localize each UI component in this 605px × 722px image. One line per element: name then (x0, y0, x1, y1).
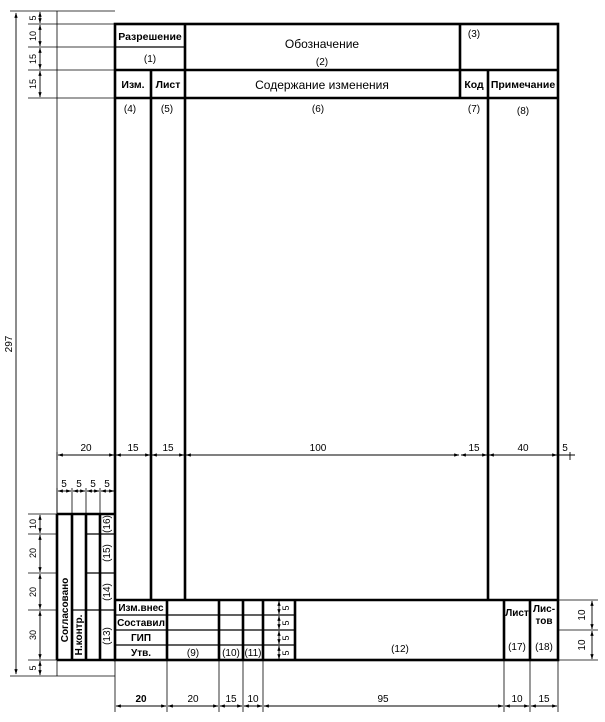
col-width-dim-4: 15 (468, 443, 480, 454)
side-col-dim-3: 5 (104, 479, 110, 490)
norm-control-label: Н.контр. (74, 614, 85, 656)
col-width-dim-0: 20 (80, 443, 92, 454)
stamp-row-dim-3: 5 (281, 650, 291, 656)
gip-label: ГИП (130, 633, 152, 644)
agreed-label: Согласовано (60, 577, 71, 643)
bottom-width-dim-4: 95 (377, 694, 389, 705)
field-4: (4) (123, 104, 137, 115)
col-width-dim-6: 5 (562, 443, 568, 454)
stamp-row-dim-2: 5 (281, 635, 291, 641)
col-width-dim-5: 40 (517, 443, 529, 454)
field-1: (1) (143, 54, 157, 65)
bottom-width-dim-1: 20 (187, 694, 199, 705)
note-label: Примечание (490, 79, 556, 91)
field-2: (2) (315, 57, 329, 68)
changed-by-label: Изм.внес (118, 603, 164, 614)
field-11: (11) (244, 648, 262, 659)
top-height-dim-1: 10 (28, 30, 38, 42)
bottom-width-dim-3: 10 (247, 694, 259, 705)
field-18: (18) (535, 642, 553, 653)
stamp-sheets-label-2: тов (535, 616, 553, 627)
extension-lines (10, 11, 598, 712)
dimension-lines (16, 12, 592, 706)
change-number-label: Изм. (121, 79, 145, 91)
field-16: (16) (102, 515, 113, 533)
field-14: (14) (102, 583, 113, 601)
stamp-row-dim-0: 5 (281, 605, 291, 611)
field-10: (10) (222, 648, 240, 659)
field-3: (3) (467, 29, 481, 40)
top-height-dim-2: 15 (28, 53, 38, 65)
side-col-dim-1: 5 (76, 479, 82, 490)
side-col-dim-2: 5 (90, 479, 96, 490)
stamp-sheets-label-1: Лис- (532, 604, 556, 615)
side-col-dim-0: 5 (61, 479, 67, 490)
field-5: (5) (160, 104, 174, 115)
col-width-dim-2: 15 (162, 443, 174, 454)
bottom-width-dim-6: 15 (538, 694, 550, 705)
side-height-dim-0: 10 (28, 518, 38, 530)
field-13: (13) (102, 627, 113, 645)
field-7: (7) (467, 104, 481, 115)
resolution-label: Разрешение (118, 31, 182, 43)
field-15: (15) (102, 544, 113, 562)
bottom-width-dim-0: 20 (135, 694, 147, 705)
right-height-dim-0: 10 (577, 609, 588, 621)
bottom-width-dim-5: 10 (511, 694, 523, 705)
col-width-dim-3: 100 (309, 443, 327, 454)
field-17: (17) (508, 642, 526, 653)
stamp-row-dim-1: 5 (281, 620, 291, 626)
total-height-dim: 297 (4, 335, 15, 353)
col-width-dim-1: 15 (127, 443, 139, 454)
compiled-by-label: Составил (117, 618, 165, 629)
bottom-width-dim-2: 15 (225, 694, 237, 705)
field-8: (8) (516, 106, 530, 117)
side-height-dim-1: 20 (28, 547, 38, 559)
side-height-dim-2: 20 (28, 586, 38, 598)
sheet-label: Лист (155, 79, 181, 91)
right-height-dim-1: 10 (577, 639, 588, 651)
change-content-label: Содержание изменения (255, 78, 389, 92)
top-height-dim-0: 5 (28, 15, 38, 21)
designation-label: Обозначение (284, 37, 360, 51)
stamp-sheet-label: Лист (505, 608, 529, 619)
approved-label: Утв. (130, 648, 152, 659)
side-height-dim-4: 5 (28, 665, 38, 671)
top-height-dim-3: 15 (28, 78, 38, 90)
field-9: (9) (186, 648, 200, 659)
main-frame (57, 24, 558, 660)
code-label: Код (464, 79, 484, 91)
field-12: (12) (391, 644, 409, 655)
side-height-dim-3: 30 (28, 629, 38, 641)
field-6: (6) (311, 104, 325, 115)
